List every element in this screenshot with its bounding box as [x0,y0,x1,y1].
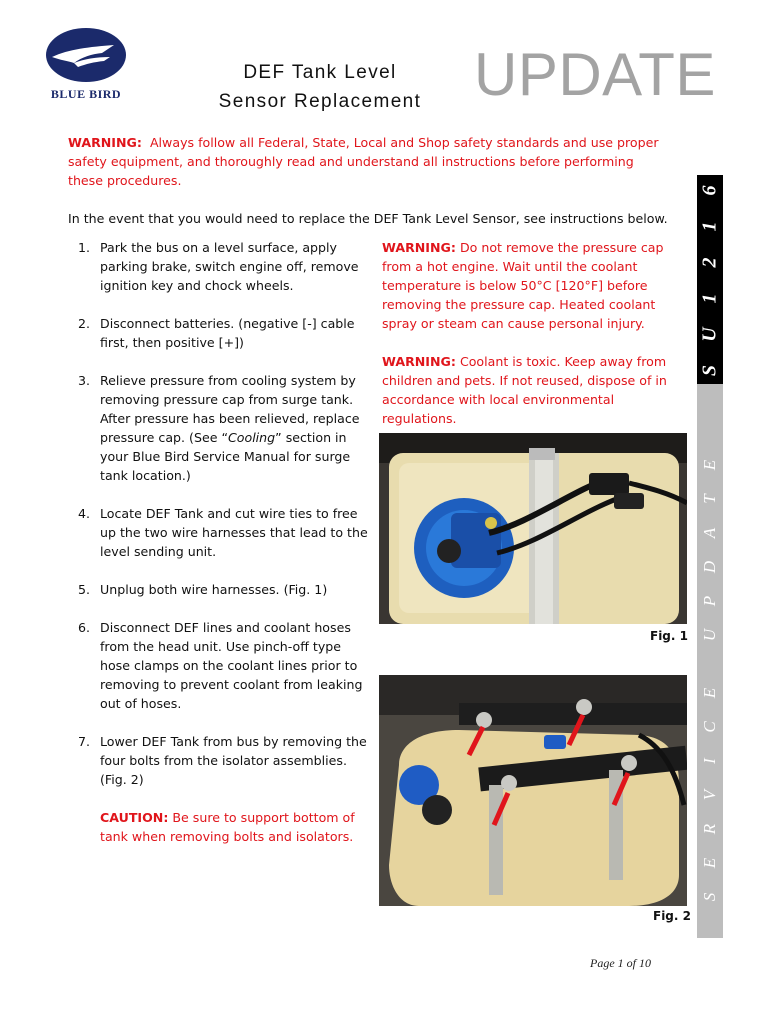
code-letter: 1 [698,221,721,232]
blue-bird-logo [44,27,128,105]
step-text: Locate DEF Tank and cut wire ties to free up the two wire harnesses that lead to the level sending unit. [100,506,368,559]
right-warnings [382,238,672,447]
step-text: Relieve pressure from cooling system by removing pressure cap from surge tank. After pressure has been relieved, replace pressure cap. (See “ [100,373,360,445]
caution-note [68,808,368,846]
step-number: 1. [78,240,91,255]
figure-2-caption: Fig. 2 [653,909,691,923]
step-item [68,618,368,713]
code-letter: 6 [698,185,721,196]
service-update-sidebar [697,175,723,938]
step-item [68,504,368,561]
service-letter: E [700,459,719,471]
step-item [68,732,368,789]
step-item [68,314,368,352]
page-number: Page 1 of 10 [590,956,651,970]
code-letter: U [698,327,721,342]
step-number: 3. [78,373,91,388]
service-letter: R [700,823,719,835]
service-letter: T [700,494,719,504]
step-text: Lower DEF Tank from bus by removing the four bolts from the isolator assemblies. (Fig. 2) [100,734,367,787]
warning-text: Do not remove the pressure cap from a hot engine. Wait until the coolant temperature is below 50°C [120°F] before removing the pressure cap. Heated coolant spray or steam can cause personal injury. [382,240,664,331]
step-number: 7. [78,734,91,749]
bird-emblem-icon [44,27,128,85]
warning-text: Always follow all Federal, State, Local and Shop safety standards and use proper safety equipment, and thoroughly read and understand all instructions before performing these procedures. [68,135,659,188]
step-text: Unplug both wire harnesses. (Fig. 1) [100,582,328,597]
document-title [180,58,460,116]
step-text: Disconnect batteries. (negative [-] cable first, then positive [+]) [100,316,355,350]
figure-1-photo [379,433,687,624]
service-letter: A [700,527,719,539]
step-item [68,238,368,295]
service-letter: D [700,560,719,574]
service-letter: U [700,628,719,642]
step-item [68,580,368,599]
intro-paragraph: In the event that you would need to replace the DEF Tank Level Sensor, see instructions below. [68,211,668,226]
title-line-2: Sensor Replacement [218,91,422,112]
top-warning [68,133,668,190]
service-letter: P [700,595,719,607]
service-letter: V [700,789,719,801]
update-heading: UPDATE [474,41,716,108]
step-text: Park the bus on a level surface, apply parking brake, switch engine off, remove ignition key and chock wheels. [100,240,359,293]
service-letter: S [700,892,719,902]
service-letter: I [700,758,719,764]
step-number: 4. [78,506,91,521]
step-number: 6. [78,620,91,635]
logo-text: BLUE BIRD [50,87,122,101]
step-number: 5. [78,582,91,597]
instruction-steps [68,238,368,846]
code-letter: S [698,364,721,377]
service-letter: C [700,721,719,733]
step-text: ” section in your Blue Bird Service Manual for surge tank location.) [100,430,351,483]
caution-label: CAUTION: [100,810,169,825]
service-letter: E [700,687,719,699]
code-letter: 1 [698,293,721,304]
service-letter: E [700,857,719,869]
title-line-1: DEF Tank Level [243,62,397,83]
warning-text: Coolant is toxic. Keep away from children and pets. If not reused, dispose of in accordance with local environmental regulations. [382,354,667,426]
step-item [68,371,368,485]
warning-label: WARNING: [382,354,456,369]
step-text: Disconnect DEF lines and coolant hoses from the head unit. Use pinch-off type hose clamps on the coolant lines prior to removing to prevent coolant from leaking out of hoses. [100,620,363,711]
coolant-toxic-warning [382,352,672,428]
step-text-italic: Cooling [227,430,276,445]
figure-2-photo [379,675,687,906]
caution-text: Be sure to support bottom of tank when removing bolts and isolators. [100,810,355,844]
warning-label: WARNING: [68,135,142,150]
figure-1-caption: Fig. 1 [650,629,688,643]
step-number: 2. [78,316,91,331]
code-letter: 2 [698,257,721,268]
pressure-cap-warning [382,238,672,333]
document-code-band [697,175,723,384]
warning-label: WARNING: [382,240,456,255]
